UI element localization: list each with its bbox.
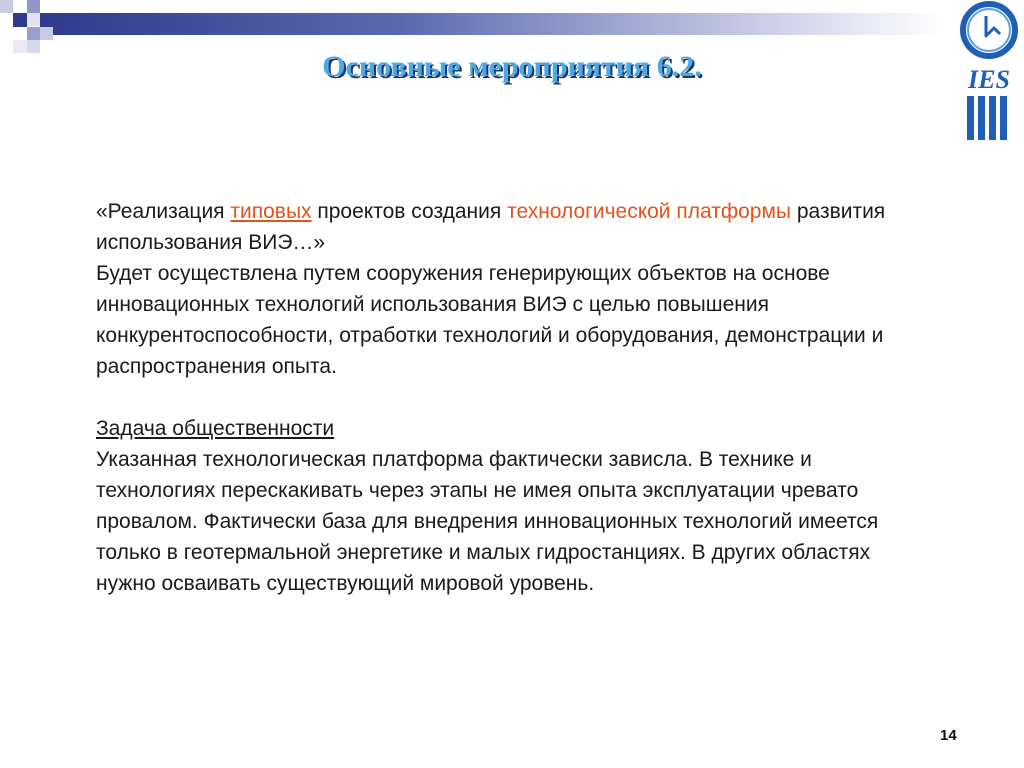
corner-square: [27, 0, 40, 13]
quote-paragraph: [96, 196, 916, 258]
slide-body: [96, 196, 916, 599]
ies-logo: [958, 0, 1024, 142]
highlight-tech-platform: технологической платформы: [507, 200, 791, 223]
quote-text: развития использования ВИЭ…»: [96, 200, 886, 254]
description-paragraph: Будет осуществлена путем сооружения генерирующих объектов на основе инновационных технологий использования ВИЭ с целью повышения конкурентоспособности, отработки технологий и оборудования, демонстрации и распространения опыта.: [96, 262, 884, 378]
page-number: 14: [940, 727, 957, 744]
logo-bar: [967, 96, 974, 140]
logo-bar: [1000, 96, 1007, 140]
corner-square: [27, 27, 40, 40]
section-paragraph: Указанная технологическая платформа фактически зависла. В технике и технологиях перескакивать через этапы не имея опыта эксплуатации чревато провалом. Фактически база для внедрения инновационных технологий имеется только в геотермальной энергетике и малых гидростанциях. В других областях нужно осваивать существующий мировой уровень.: [96, 448, 879, 595]
logo-text: IES: [968, 65, 1010, 94]
top-gradient-bar: [40, 13, 942, 35]
clock-circle-icon: [963, 4, 1015, 56]
highlight-typical: типовых: [230, 200, 312, 223]
section-heading: Задача общественности: [96, 417, 335, 440]
quote-text: проектов создания: [311, 200, 508, 223]
logo-bar: [989, 96, 996, 140]
slide-title: Основные мероприятия 6.2.: [322, 50, 702, 83]
corner-square: [27, 13, 40, 26]
quote-text: «Реализация: [96, 200, 231, 223]
corner-square: [13, 13, 27, 27]
logo-bar: [978, 96, 985, 140]
corner-square: [40, 27, 53, 40]
corner-square: [0, 0, 13, 13]
